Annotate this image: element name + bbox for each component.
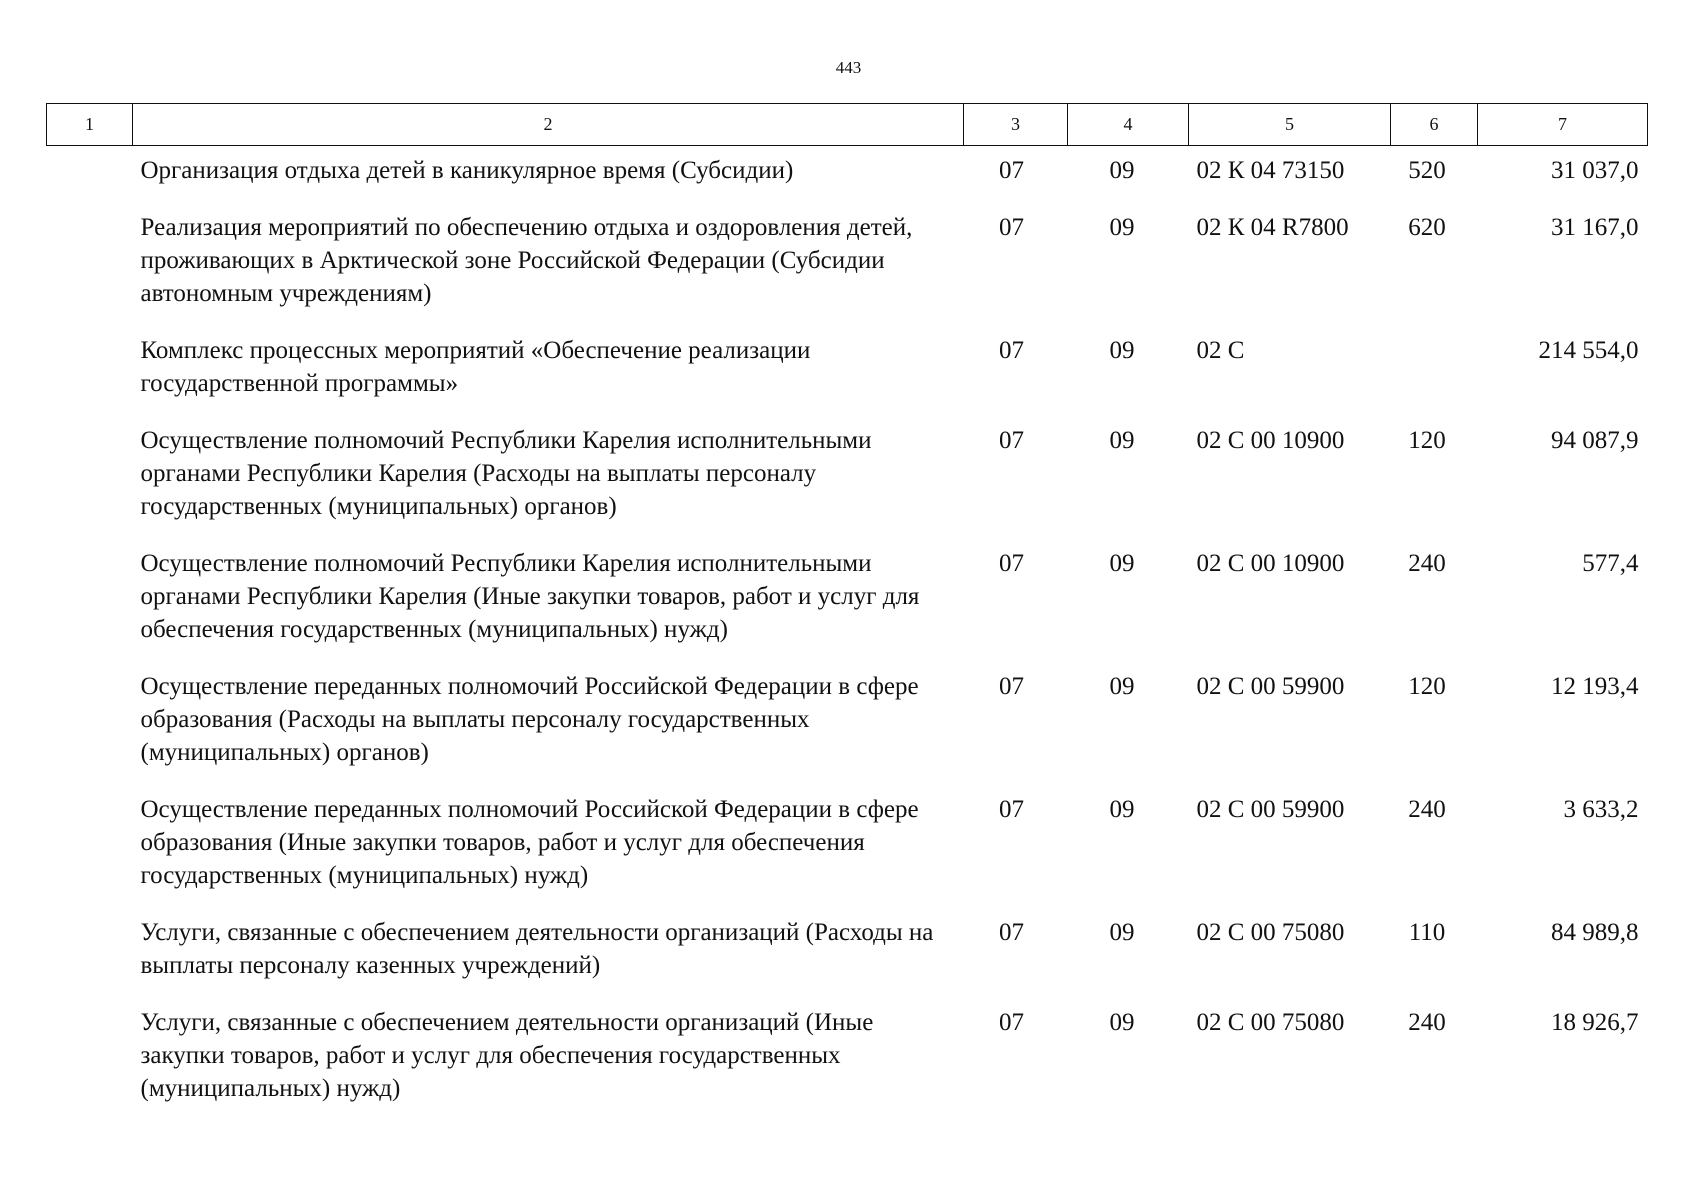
row-expense-type: 240 (1408, 1009, 1446, 1036)
column-header-6: 6 (1391, 104, 1478, 146)
row-description: Организация отдыха детей в каникулярное время (Субсидии) (140, 157, 794, 184)
row-number (47, 785, 133, 908)
row-expense-type: 240 (1408, 550, 1446, 577)
row-section: 07 (999, 796, 1024, 823)
row-subsection: 09 (1109, 157, 1135, 184)
row-number (47, 416, 133, 539)
row-section: 07 (999, 157, 1024, 184)
column-header-5: 5 (1189, 104, 1391, 146)
row-subsection: 09 (1109, 796, 1135, 823)
row-subsection: 09 (1109, 1009, 1135, 1036)
row-target-code: 02 К 04 R7800 (1196, 214, 1349, 241)
row-subsection: 09 (1109, 919, 1135, 946)
row-target-code: 02 К 04 73150 (1196, 157, 1345, 184)
table-row (47, 908, 1648, 998)
row-description: Осуществление полномочий Республики Карелия исполнительными органами Республики Карелия (Иные закупки товаров, работ и услуг для обеспечения государственных (муниципальных) нужд) (140, 550, 920, 643)
row-amount: 577,4 (1582, 550, 1639, 577)
row-description: Осуществление полномочий Республики Карелия исполнительными органами Республики Карелия (Расходы на выплаты персоналу государственных (муниципальных) органов) (140, 427, 872, 520)
column-header-7: 7 (1478, 104, 1648, 146)
row-expense-type: 240 (1408, 796, 1446, 823)
row-target-code: 02 С (1196, 337, 1245, 364)
row-section: 07 (999, 214, 1024, 241)
row-amount: 12 193,4 (1551, 673, 1639, 700)
row-description: Осуществление переданных полномочий Российской Федерации в сфере образования (Расходы на выплаты персоналу государственных (муниципальных) органов) (140, 673, 919, 766)
row-section: 07 (999, 550, 1024, 577)
row-target-code: 02 С 00 59900 (1196, 673, 1345, 700)
row-target-code: 02 С 00 59900 (1196, 796, 1345, 823)
row-description: Услуги, связанные с обеспечением деятельности организаций (Расходы на выплаты персоналу казенных учреждений) (140, 919, 934, 979)
row-subsection: 09 (1109, 427, 1135, 454)
column-header-2: 2 (133, 104, 964, 146)
table-header-row (47, 104, 1648, 146)
row-expense-type: 120 (1408, 673, 1446, 700)
table-row (47, 326, 1648, 416)
table-row (47, 785, 1648, 908)
row-amount: 84 989,8 (1551, 919, 1639, 946)
row-subsection: 09 (1109, 337, 1135, 364)
row-expense-type: 620 (1408, 214, 1446, 241)
row-amount: 3 633,2 (1563, 796, 1639, 823)
row-description: Услуги, связанные с обеспечением деятельности организаций (Иные закупки товаров, работ и услуг для обеспечения государственных (муниципальных) нужд) (140, 1009, 874, 1102)
row-amount: 214 554,0 (1538, 337, 1639, 364)
row-number (47, 662, 133, 785)
row-number (47, 203, 133, 326)
table-row (47, 416, 1648, 539)
row-expense-type: 120 (1408, 427, 1446, 454)
row-description: Реализация мероприятий по обеспечению отдыха и оздоровления детей, проживающих в Арктической зоне Российской Федерации (Субсидии автономным учреждениям) (140, 214, 913, 307)
table-row (47, 146, 1648, 204)
table-row (47, 998, 1648, 1121)
row-number (47, 539, 133, 662)
row-number (47, 998, 133, 1121)
row-section: 07 (999, 427, 1024, 454)
row-section: 07 (999, 673, 1024, 700)
row-section: 07 (999, 1009, 1024, 1036)
row-subsection: 09 (1109, 214, 1135, 241)
row-amount: 18 926,7 (1551, 1009, 1639, 1036)
row-target-code: 02 С 00 10900 (1196, 427, 1345, 454)
column-header-1: 1 (47, 104, 133, 146)
row-expense-type: 520 (1408, 157, 1446, 184)
row-section: 07 (999, 919, 1024, 946)
row-target-code: 02 С 00 75080 (1196, 1009, 1345, 1036)
column-header-3: 3 (964, 104, 1068, 146)
column-header-4: 4 (1068, 104, 1189, 146)
row-amount: 31 167,0 (1551, 214, 1639, 241)
row-subsection: 09 (1109, 673, 1135, 700)
row-subsection: 09 (1109, 550, 1135, 577)
row-description: Комплекс процессных мероприятий «Обеспечение реализации государственной программы» (140, 337, 811, 397)
row-number (47, 908, 133, 998)
row-expense-type (1391, 326, 1478, 416)
row-description: Осуществление переданных полномочий Российской Федерации в сфере образования (Иные закупки товаров, работ и услуг для обеспечения государственных (муниципальных) нужд) (140, 796, 919, 889)
row-amount: 31 037,0 (1551, 157, 1639, 184)
budget-table (46, 103, 1648, 1121)
row-target-code: 02 С 00 10900 (1196, 550, 1345, 577)
row-number (47, 146, 133, 204)
table-row (47, 539, 1648, 662)
row-number (47, 326, 133, 416)
row-amount: 94 087,9 (1551, 427, 1639, 454)
row-section: 07 (999, 337, 1024, 364)
table-row (47, 203, 1648, 326)
table-row (47, 662, 1648, 785)
row-expense-type: 110 (1408, 919, 1446, 946)
page-number: 443 (835, 58, 862, 77)
row-target-code: 02 С 00 75080 (1196, 919, 1345, 946)
